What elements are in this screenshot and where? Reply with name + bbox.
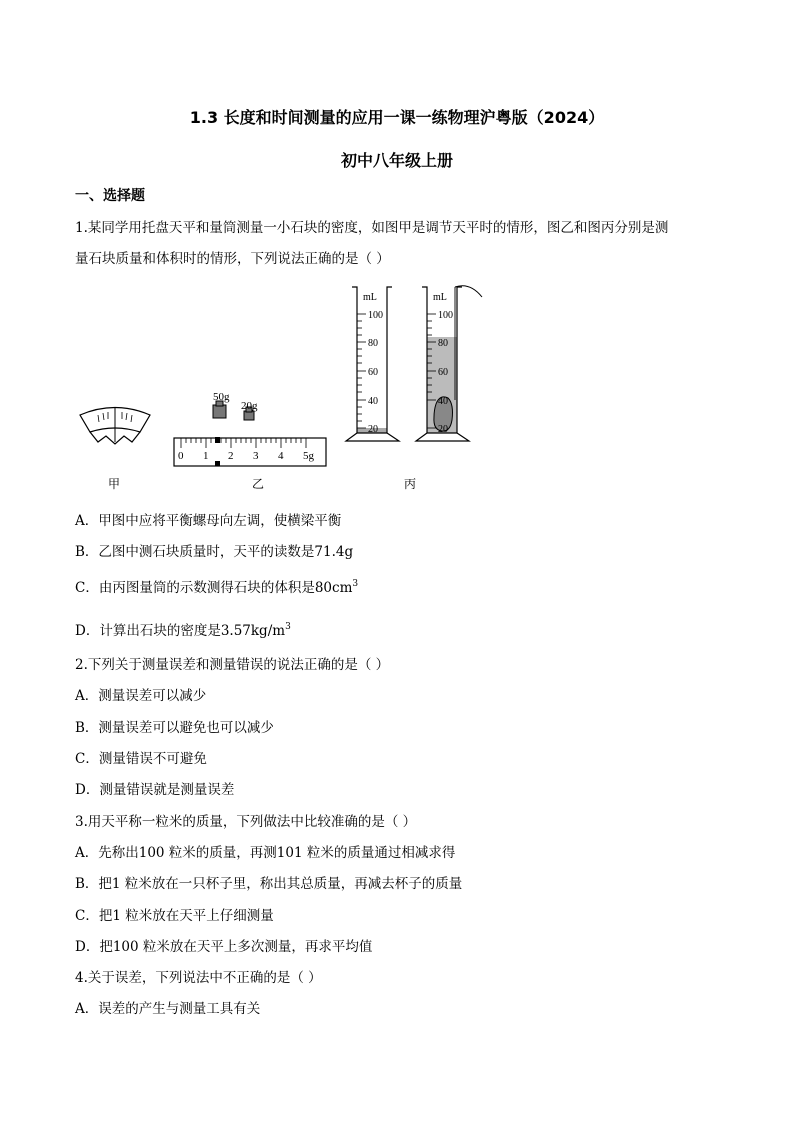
label-bing: 丙: [403, 477, 417, 491]
q2-option-b[interactable]: B．测量误差可以避免也可以减少: [75, 720, 274, 736]
right-cylinder-tick-40: 40: [438, 396, 448, 407]
q4-stem: 4.关于误差，下列说法中不正确的是（ ）: [75, 970, 322, 986]
q3-stem: 3.用天平称一粒米的质量，下列做法中比较准确的是（ ）: [75, 814, 417, 830]
q1-option-c[interactable]: [75, 576, 358, 596]
right-cylinder-tick-100: 100: [438, 310, 453, 321]
left-cylinder-tick-60: 60: [368, 367, 378, 378]
q1-figure: [70, 282, 510, 494]
section-heading: 一、选择题: [75, 188, 145, 204]
weights-and-scale-diagram: [174, 391, 326, 491]
q3-option-d[interactable]: D．把100 粒米放在天平上多次测量，再求平均值: [75, 939, 373, 955]
right-cylinder-tick-20: 20: [438, 424, 448, 435]
left-cylinder-tick-40: 40: [368, 396, 378, 407]
q1-option-c-text: C．由丙图量筒的示数测得石块的体积是80cm: [75, 580, 353, 596]
q3-option-c[interactable]: C．把1 粒米放在天平上仔细测量: [75, 908, 274, 924]
weight-50g-label: 50g: [213, 391, 230, 403]
label-yi: 乙: [251, 477, 265, 491]
q2-option-d[interactable]: D．测量错误就是测量误差: [75, 782, 235, 798]
left-cylinder-unit: mL: [363, 292, 377, 303]
scale-tick-5: 5g: [303, 450, 314, 462]
scale-tick-2: 2: [228, 450, 234, 462]
right-cylinder-tick-80: 80: [438, 338, 448, 349]
q1-option-c-superscript: 3: [352, 579, 359, 589]
left-cylinder-tick-100: 100: [368, 310, 383, 321]
left-cylinder-tick-80: 80: [368, 338, 378, 349]
document-subtitle: 初中八年级上册: [340, 151, 453, 170]
left-cylinder-tick-20: 20: [368, 424, 378, 435]
q2-option-c[interactable]: C．测量错误不可避免: [75, 751, 207, 767]
scale-tick-3: 3: [253, 450, 259, 462]
scale-tick-0: 0: [178, 450, 184, 462]
q2-stem: 2.下列关于测量误差和测量错误的说法正确的是（ ）: [75, 657, 390, 673]
scale-tick-1: 1: [203, 450, 209, 462]
right-cylinder-unit: mL: [433, 292, 447, 303]
q1-option-a[interactable]: A．甲图中应将平衡螺母向左调，使横梁平衡: [75, 513, 342, 529]
q1-stem-line2: 量石块质量和体积时的情形，下列说法正确的是（ ）: [75, 251, 390, 267]
q1-option-d-superscript: 3: [285, 622, 291, 632]
document-title: 1.3 长度和时间测量的应用一课一练物理沪粤版（2024）: [189, 108, 605, 127]
q1-option-d-text: D．计算出石块的密度是3.57kg/m: [75, 623, 286, 639]
measuring-cylinders-diagram: [346, 286, 482, 491]
q2-option-a[interactable]: A．测量误差可以减少: [75, 688, 207, 704]
right-cylinder-tick-60: 60: [438, 367, 448, 378]
q3-option-b[interactable]: B．把1 粒米放在一只杯子里，称出其总质量，再减去杯子的质量: [75, 876, 463, 892]
q1-option-d[interactable]: [75, 619, 291, 639]
q3-option-a[interactable]: A．先称出100 粒米的质量，再测101 粒米的质量通过相减求得: [75, 845, 456, 861]
q4-option-a[interactable]: A．误差的产生与测量工具有关: [75, 1001, 261, 1017]
scale-tick-4: 4: [278, 450, 284, 462]
label-jia: 甲: [107, 477, 121, 491]
balance-pointer-diagram: [80, 407, 150, 491]
weight-20g-label: 20g: [241, 400, 258, 412]
q1-stem-line1: 1.某同学用托盘天平和量筒测量一小石块的密度，如图甲是调节天平时的情形，图乙和图丙分别是测: [75, 220, 669, 236]
q1-option-b[interactable]: B．乙图中测石块质量时，天平的读数是71.4g: [75, 544, 354, 560]
